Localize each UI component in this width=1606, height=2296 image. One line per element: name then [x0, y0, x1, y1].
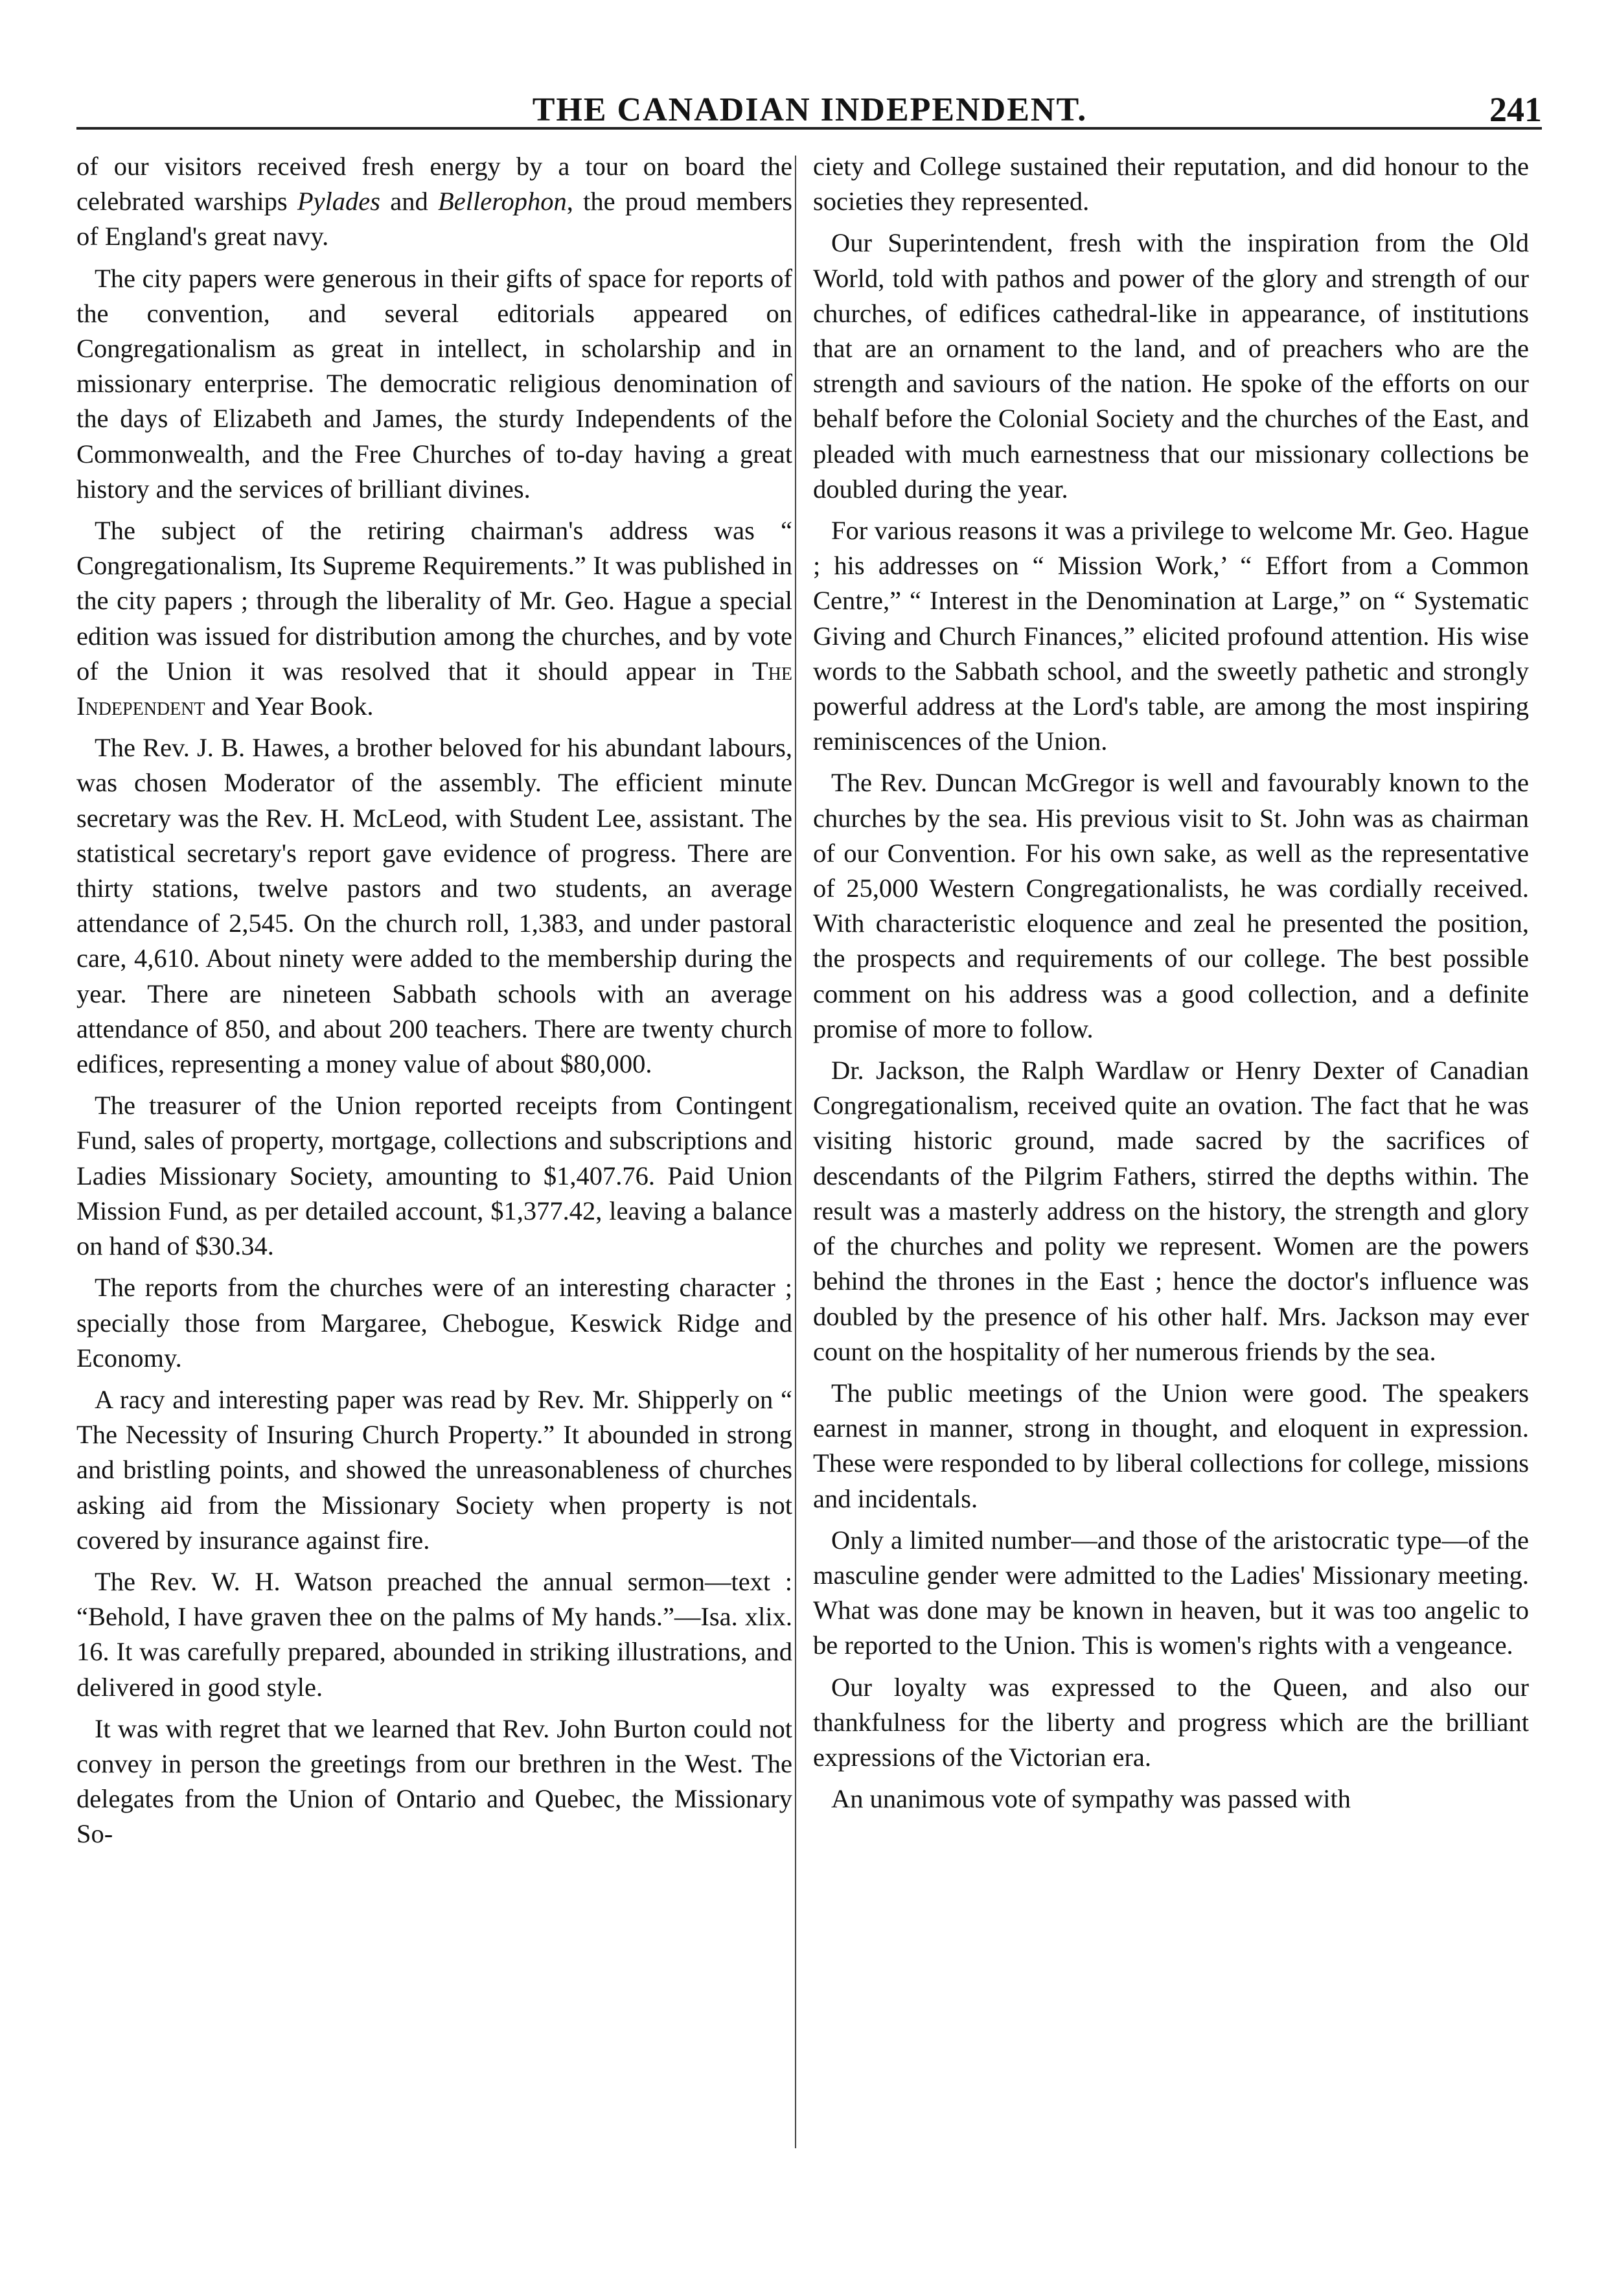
- paragraph: Our loyalty was expressed to the Queen, and also our thankfulness for the liberty and progress which are the brilliant expressions of the Victorian era.: [813, 1672, 1529, 1772]
- paragraph: The Rev. Duncan McGregor is well and favourably known to the churches by the sea. His previous visit to St. John was as chairman of our Convention. For his own sake, as well as the representative of 25,000 Western Congregationalists, he was cordially received. With characteristic eloquence and zeal he presented the position, the prospects and requirements of our college. The best possible comment on his address was a good collection, and a definite promise of more to follow.: [813, 768, 1529, 1043]
- paragraph: The city papers were generous in their gifts of space for reports of the convention, and several editorials appeared on Congregationalism as great in intellect, in scholarship and in missionary enterprise. The democratic religious denomination of the days of Elizabeth and James, the sturdy Independents of the Commonwealth, and the Free Churches of to-day having a great history and the services of brilliant divines.: [76, 263, 792, 504]
- paragraph: The public meetings of the Union were good. The speakers earnest in manner, strong in thought, and eloquent in expression. These were responded to by liberal collections for college, missions and incidentals.: [813, 1378, 1529, 1513]
- header-rule: [76, 127, 1542, 130]
- paragraph: The reports from the churches were of an interesting character ; specially those from Margaree, Chebogue, Keswick Ridge and Economy.: [76, 1273, 792, 1373]
- column-divider: [795, 156, 796, 2148]
- ship-name: Pylades: [297, 187, 381, 216]
- paragraph: The treasurer of the Union reported receipts from Contingent Fund, sales of property, mortgage, collections and subscriptions and Ladies Missionary Society, amounting to $1,407.76. Paid Union Mission Fund, as per detailed account, $1,377.42, leaving a balance on hand of $30.34.: [76, 1091, 792, 1261]
- ship-name: Bellerophon: [438, 187, 567, 216]
- running-head: [78, 83, 1542, 141]
- paragraph: The Rev. W. H. Watson preached the annual sermon—text : “Behold, I have graven thee on the palms of My hands.”—Isa. xlix. 16. It was carefully prepared, abounded in striking illustrations, and delivered in good style.: [76, 1566, 792, 1702]
- paragraph: Dr. Jackson, the Ralph Wardlaw or Henry Dexter of Canadian Congregationalism, received quite an ovation. The fact that he was visiting historic ground, made sacred by the sacrifices of descendants of the Pilgrim Fathers, stirred the depths within. The result was a masterly address on the history, the strength and glory of the churches and polity we represent. Women are the powers behind the thrones in the East ; hence the doctor's influence was doubled by the presence of his other half. Mrs. Jackson may ever count on the hospitality of her numerous friends by the sea.: [813, 1056, 1529, 1366]
- paragraph: ciety and College sustained their reputation, and did honour to the societies they represented.: [813, 152, 1529, 216]
- paragraph: Only a limited number—and those of the aristocratic type—of the masculine gender were admitted to the Ladies' Missionary meeting. What was done may be known in heaven, but it was too angelic to be reported to the Union. This is women's rights with a vengeance.: [813, 1525, 1529, 1660]
- paragraph: It was with regret that we learned that Rev. John Burton could not convey in person the greetings from our brethren in the West. The delegates from the Union of Ontario and Quebec, the Missionary So-: [76, 1713, 792, 1849]
- paragraph: Our Superintendent, fresh with the inspiration from the Old World, told with pathos and power of the glory and strength of our churches, of edifices cathedral-like in appearance, of institutions that are an ornament to the land, and of preachers who are the strength and saviours of the nation. He spoke of the efforts on our behalf before the Colonial Society and the churches of the East, and pleaded with much earnestness that our missionary collections be doubled during the year.: [813, 228, 1529, 504]
- right-column: [813, 149, 1529, 1823]
- paragraph: The Rev. J. B. Hawes, a brother beloved for his abundant labours, was chosen Moderator of the assembly. The efficient minute secretary was the Rev. H. McLeod, with Student Lee, assistant. The statistical secretary's report gave evidence of progress. There are thirty stations, twelve pastors and two students, an average attendance of 2,545. On the church roll, 1,383, and under pastoral care, 4,610. About ninety were added to the membership during the year. There are nineteen Sabbath schools with an average attendance of 850, and about 200 teachers. There are twenty church edifices, representing a money value of about $80,000.: [76, 733, 792, 1079]
- paragraph: The subject of the retiring chairman's address was “ Congregationalism, Its Supreme Requirements.” It was published in the city papers ; through the liberality of Mr. Geo. Hague a special edition was issued for distribution among the churches, and by vote of the Union it was resolved that it should appear in The Independent and Year Book.: [76, 516, 792, 721]
- paragraph: An unanimous vote of sympathy was passed with: [831, 1784, 1351, 1814]
- paragraph: For various reasons it was a privilege to welcome Mr. Geo. Hague ; his addresses on “ Mission Work,’ “ Effort from a Common Centre,” “ Interest in the Denomination at Large,” on “ Systematic Giving and Church Finances,” elicited profound attention. His wise words to the Sabbath school, and the sweetly pathetic and strongly powerful address at the Lord's table, are among the most inspiring reminiscences of the Union.: [813, 516, 1529, 756]
- paragraph: A racy and interesting paper was read by Rev. Mr. Shipperly on “ The Necessity of Insuring Church Property.” It abounded in strong and bristling points, and showed the unreasonableness of churches asking aid from the Missionary Society when property is not covered by insurance against fire.: [76, 1384, 792, 1555]
- page-number: 241: [1489, 90, 1542, 129]
- left-column: [76, 149, 792, 1859]
- paragraph: of our visitors received fresh energy by a tour on board the celebrated warships Pylades and Bellerophon, the proud members of England's great navy.: [76, 152, 793, 251]
- running-title: THE CANADIAN INDEPENDENT.: [532, 91, 1088, 128]
- publication-name: The Independent: [76, 656, 792, 721]
